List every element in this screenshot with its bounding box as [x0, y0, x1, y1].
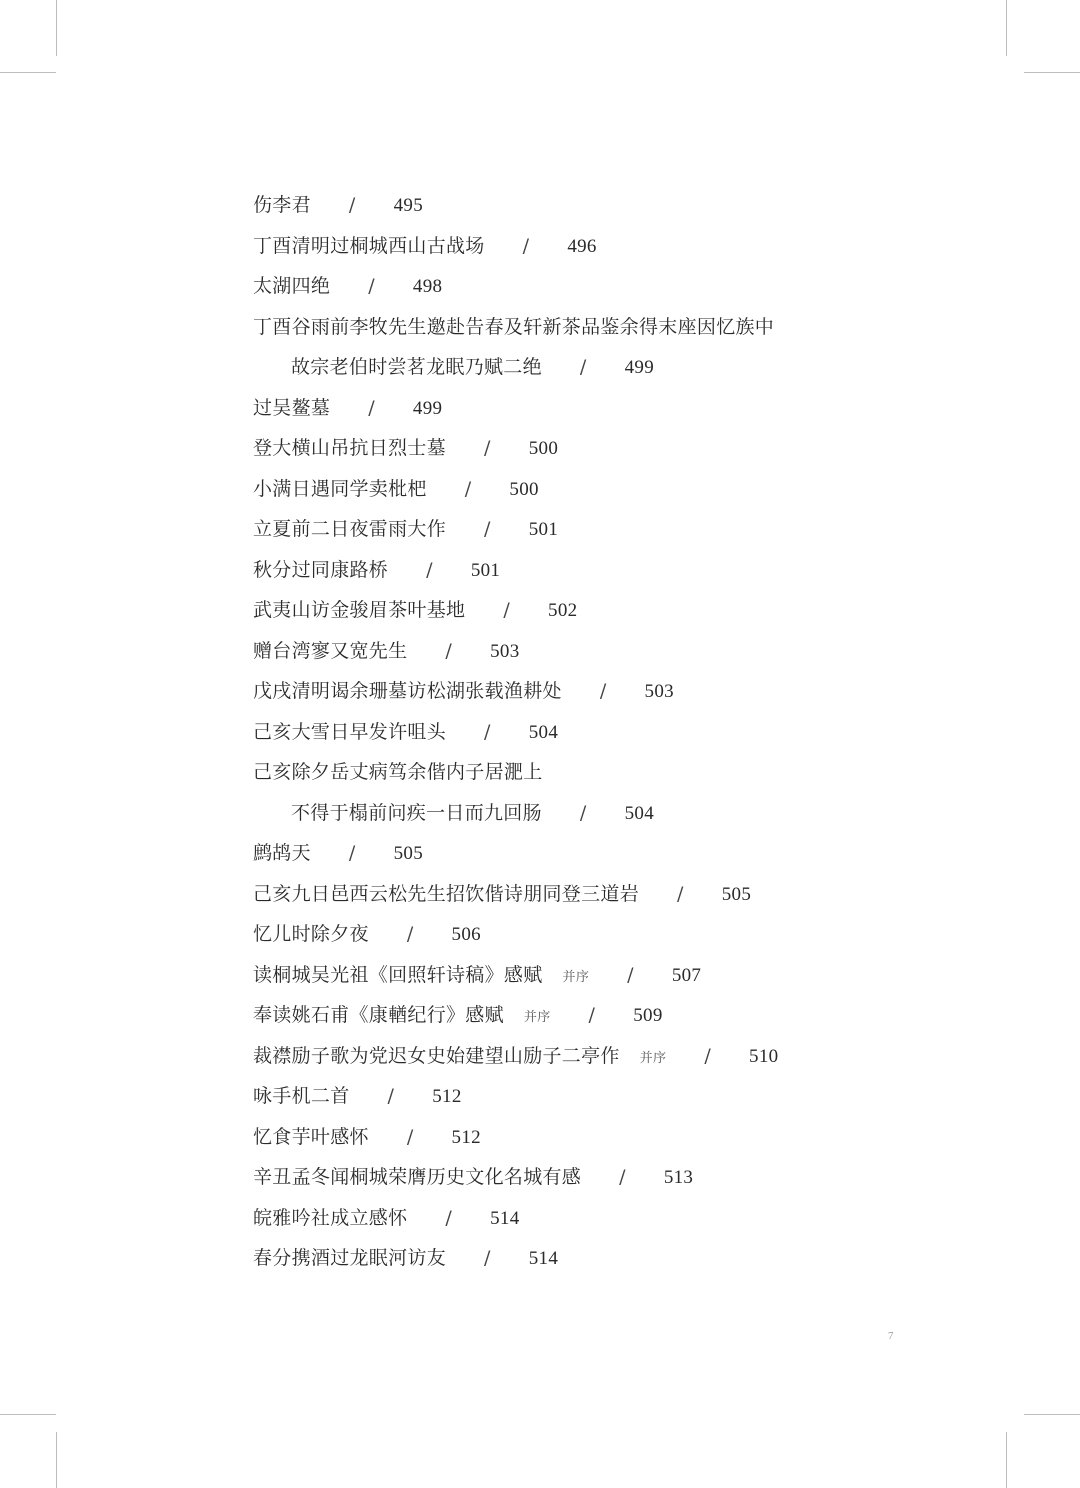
crop-mark-bottom-right: [1006, 1432, 1007, 1488]
toc-entry-page: 514: [490, 1207, 520, 1229]
toc-entry-page: 503: [644, 681, 674, 702]
toc-entry-title: 登大横山吊抗日烈士墓: [253, 437, 447, 459]
toc-entry: [253, 833, 873, 874]
toc-entry-page: 513: [663, 1167, 694, 1188]
toc-entry-separator: /: [406, 923, 414, 945]
crop-mark-top-left-h: [0, 72, 56, 73]
toc-entry-page: 501: [528, 519, 559, 540]
toc-entry: [253, 1117, 873, 1158]
crop-mark-top-right-h: [1024, 72, 1080, 73]
toc-entry-title: 读桐城吴光祖《回照轩诗稿》感赋: [253, 963, 543, 986]
toc-entry-title: 咏手机二首: [253, 1085, 350, 1107]
toc-entry-page: 505: [393, 843, 424, 864]
toc-entry-separator: /: [677, 882, 684, 905]
toc-entry-separator: /: [368, 275, 375, 297]
toc-entry-page: 507: [671, 964, 702, 986]
toc-entry-page: 500: [509, 478, 539, 500]
toc-entry-page: 498: [412, 276, 443, 297]
toc-entry-page: 496: [567, 235, 597, 257]
toc-entry-page: 499: [412, 397, 443, 419]
toc-entry: [253, 1198, 873, 1239]
toc-entry-title: 赠台湾寥又宽先生: [253, 639, 408, 662]
toc-entry: [253, 955, 873, 996]
toc-entry-separator: /: [484, 437, 491, 459]
toc-entry-separator: /: [445, 1206, 453, 1229]
toc-entry-page: 503: [490, 640, 520, 662]
toc-entry-page: 512: [451, 1126, 481, 1148]
toc-entry-title: 秋分过同康路桥: [253, 558, 389, 581]
toc-entry-title: 皖雅吟社成立感怀: [253, 1206, 408, 1229]
toc-entry: [253, 712, 873, 753]
toc-entry-title: 春分携酒过龙眠河访友: [253, 1247, 447, 1269]
toc-entry-separator: /: [704, 1044, 712, 1067]
crop-mark-top-left: [56, 0, 57, 56]
toc-entry: [253, 509, 873, 550]
toc-entry-separator: /: [579, 356, 587, 378]
toc-entry: [253, 469, 873, 510]
toc-entry: [253, 995, 873, 1036]
toc-entry: [253, 226, 873, 267]
toc-entry-title: 故宗老伯时尝茗龙眠乃赋二绝: [291, 356, 542, 378]
toc-entry-title: 太湖四绝: [253, 275, 331, 297]
toc-entry-separator: /: [588, 1004, 596, 1026]
toc-entry: [253, 1157, 873, 1198]
toc-entry: [253, 550, 873, 591]
toc-entry-separator: /: [368, 396, 375, 419]
toc-entry-note: 并序: [639, 1050, 667, 1066]
toc-entry: [253, 874, 873, 915]
toc-entry-page: 500: [528, 438, 559, 459]
toc-entry-page: 506: [451, 924, 481, 945]
toc-entry-page: 505: [721, 883, 752, 905]
toc-entry-separator: /: [348, 842, 356, 864]
toc-entry-page: 504: [528, 721, 559, 743]
toc-entry: [253, 185, 873, 226]
crop-mark-bottom-left: [56, 1432, 57, 1488]
toc-entry-separator: /: [522, 234, 530, 257]
toc-entry: [253, 914, 873, 955]
toc-entry: [253, 671, 873, 712]
toc-entry-page: 504: [624, 802, 655, 824]
toc-entry-title: 丁酉清明过桐城西山古战场: [253, 234, 485, 257]
toc-entry-title: 过吴鳌墓: [253, 396, 331, 419]
toc-entry-title: 己亥除夕岳丈病笃余偕内子居淝上: [253, 761, 543, 783]
toc-entry-page: 495: [393, 195, 424, 216]
toc-entry-note: 并序: [562, 969, 590, 985]
toc-entry-note: 并序: [523, 1010, 551, 1025]
toc-entry-title: 小满日遇同学卖枇杷: [253, 477, 427, 500]
toc-entry-separator: /: [348, 194, 356, 216]
toc-entry-separator: /: [599, 680, 607, 702]
toc-entry-separator: /: [464, 477, 472, 500]
toc-entry-separator: /: [406, 1125, 414, 1148]
toc-entry-title: 鹧鸪天: [253, 842, 311, 864]
toc-entry-separator: /: [426, 558, 433, 581]
toc-entry-title: 己亥九日邑西云松先生招饮偕诗朋同登三道岩: [253, 882, 640, 905]
page-number: 7: [888, 1330, 894, 1342]
toc-entry-separator: /: [503, 599, 511, 621]
toc-entry: [253, 388, 873, 429]
toc-entry-title: 戊戌清明谒余珊墓访松湖张载渔耕处: [253, 680, 562, 702]
toc-entry-title: 伤李君: [253, 194, 311, 216]
toc-entry-page: 501: [470, 559, 501, 581]
toc-entry-title: 忆儿时除夕夜: [253, 923, 369, 945]
crop-mark-bottom-right-h: [1024, 1414, 1080, 1415]
toc-entry-title: 奉读姚石甫《康輶纪行》感赋: [253, 1004, 504, 1026]
toc-entry: [253, 1238, 873, 1279]
crop-mark-top-right: [1006, 0, 1007, 56]
table-of-contents: [253, 185, 873, 1279]
toc-entry: [253, 1036, 873, 1077]
toc-entry: [253, 631, 873, 672]
toc-entry-title: 立夏前二日夜雷雨大作: [253, 518, 447, 540]
toc-entry: [253, 428, 873, 469]
toc-entry-page: 499: [624, 357, 655, 378]
toc-entry-separator: /: [579, 801, 587, 824]
toc-entry: [253, 1076, 873, 1117]
toc-entry: [253, 266, 873, 307]
toc-entry-separator: /: [484, 518, 491, 540]
toc-entry-page: 514: [528, 1248, 559, 1269]
toc-entry-separator: /: [484, 1247, 491, 1269]
toc-entry-title: 裁襟励子歌为党迟女史始建望山励子二亭作: [253, 1044, 620, 1067]
toc-entry-separator: /: [445, 639, 453, 662]
toc-entry-page: 509: [633, 1005, 663, 1026]
toc-entry: [253, 590, 873, 631]
toc-entry: [253, 347, 873, 388]
toc-entry-page: 510: [749, 1045, 779, 1067]
toc-entry-title: 辛丑孟冬闻桐城荣膺历史文化名城有感: [253, 1166, 582, 1188]
toc-entry-separator: /: [619, 1166, 626, 1188]
toc-entry-separator: /: [627, 963, 634, 986]
toc-entry-title: 己亥大雪日早发许咀头: [253, 720, 447, 743]
toc-entry: [253, 793, 873, 834]
toc-entry-separator: /: [484, 720, 491, 743]
toc-entry-page: 502: [548, 600, 578, 621]
toc-entry-separator: /: [387, 1085, 395, 1107]
toc-entry-title: 武夷山访金骏眉茶叶基地: [253, 599, 466, 621]
toc-entry-title: 丁酉谷雨前李牧先生邀赴告春及轩新茶品鉴余得末座因忆族中: [253, 315, 775, 338]
crop-mark-bottom-left-h: [0, 1414, 56, 1415]
toc-entry-page: 512: [432, 1086, 462, 1107]
toc-entry-title: 不得于榻前问疾一日而九回肠: [291, 801, 542, 824]
toc-entry: [253, 752, 873, 793]
toc-entry-title: 忆食芋叶感怀: [253, 1125, 369, 1148]
toc-entry: [253, 307, 873, 348]
